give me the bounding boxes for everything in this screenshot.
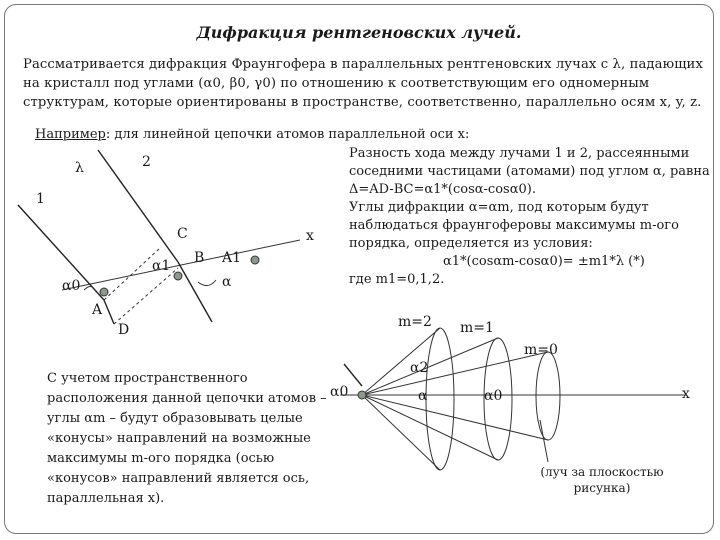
label-ray-2: 2 xyxy=(142,154,151,170)
label-m0: m=0 xyxy=(524,342,558,358)
label-A: A xyxy=(92,302,103,318)
example-rest: : для линейной цепочки атомов параллельной оси x: xyxy=(105,127,470,142)
label-alpha-cone: α xyxy=(418,388,428,404)
order-values: где m1=0,1,2. xyxy=(349,272,445,287)
label-m2: m=2 xyxy=(398,314,432,330)
label-alpha0: α0 xyxy=(62,278,81,294)
intro-paragraph: Рассматривается дифракция Фраунгофера в параллельных рентгеновских лучах с λ, падающих на кристалл под углами (α0, β0, γ0) по отношению к соответствующим его одномерным структурам, которые ориентированы в пространстве, соответственно, параллельно осям x, y, z. xyxy=(23,57,703,110)
label-D: D xyxy=(118,322,130,338)
label-C: C xyxy=(177,226,188,242)
diffraction-condition-text: Углы дифракции α=αm, под которым будут наблюдаться фраунгоферовы максимумы m-ого порядка, определяется из условия: xyxy=(349,200,679,251)
label-alpha: α xyxy=(222,274,232,290)
label-alpha0-incident: α0 xyxy=(330,384,349,400)
diffraction-formula: α1*(cosαm-cosα0)= ±m1*λ (*) xyxy=(443,254,645,269)
label-ray-1: 1 xyxy=(36,191,45,207)
label-alpha1: α1 xyxy=(152,258,171,274)
label-A1: A1 xyxy=(222,250,242,266)
example-line xyxy=(35,127,469,142)
label-alpha2: α2 xyxy=(410,360,429,376)
slide-title: Дифракция рентгеновских лучей. xyxy=(196,23,522,42)
label-lambda: λ xyxy=(75,160,84,176)
cones-explanation: С учетом пространственного расположения данной цепочки атомов – углы αm – будут образовывать целые «конусы» направлений на возможные максимумы m-ого порядка (осью «конусов» направлений является ось, параллельная x). xyxy=(47,371,327,506)
label-alpha0-cone: α0 xyxy=(484,388,503,404)
label-x-axis: x xyxy=(306,228,314,244)
label-m1: m=1 xyxy=(460,320,494,336)
label-x-axis-cones: x xyxy=(682,386,690,402)
example-label: Например xyxy=(35,127,106,142)
ray-behind-plane-note: (луч за плоскостью рисунка) xyxy=(540,465,664,495)
path-difference-text: Разность хода между лучами 1 и 2, рассеянными соседними частицами (атомами) под углом α, равна Δ=AD-BC=α1*(cosα-cosα0). xyxy=(349,146,710,197)
label-B: B xyxy=(194,250,205,266)
slide xyxy=(4,4,714,534)
right-explanation xyxy=(349,145,711,289)
